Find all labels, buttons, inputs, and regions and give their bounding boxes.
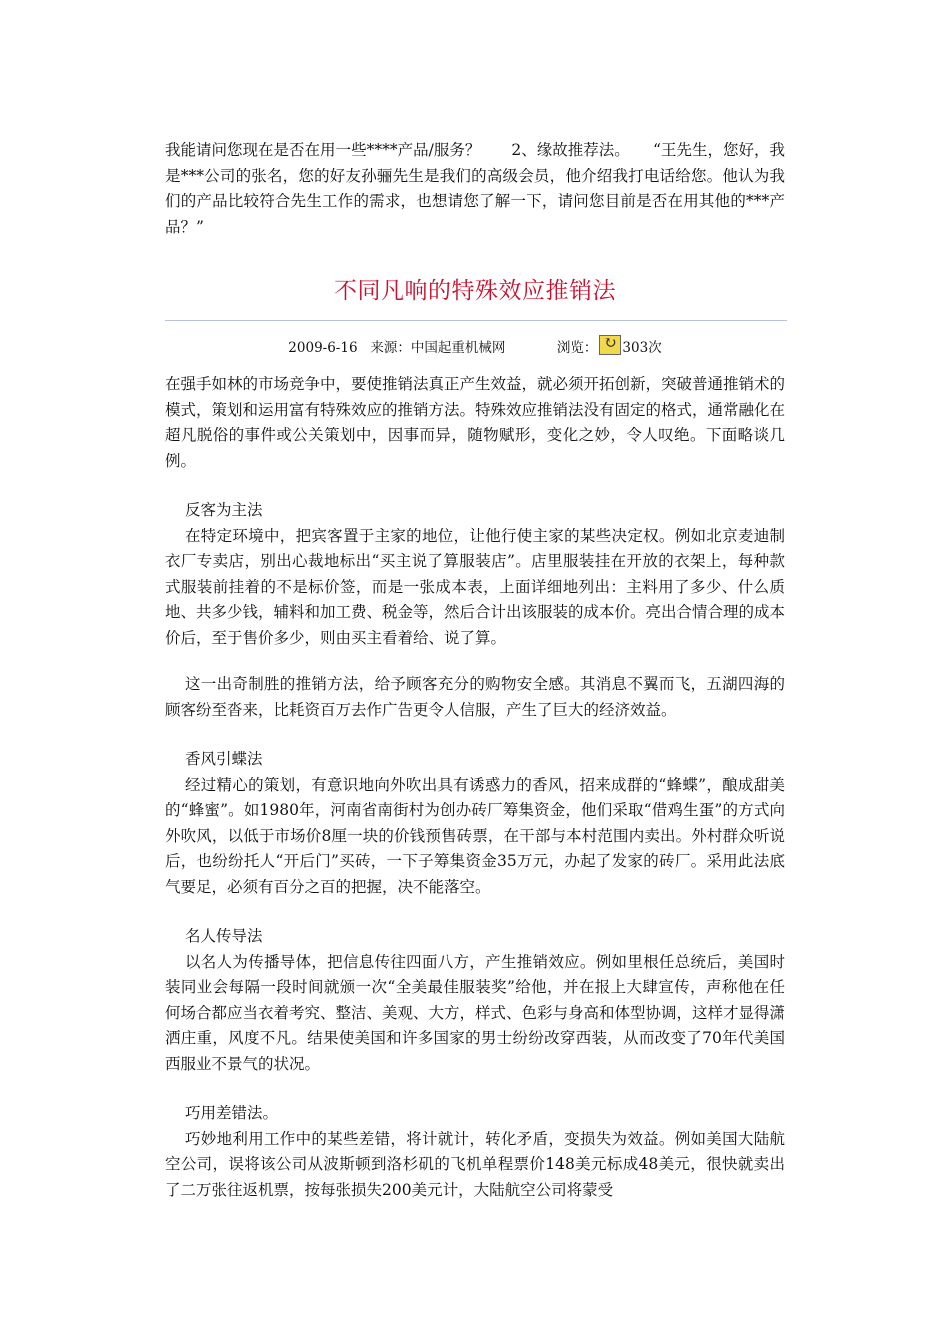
- lead-paragraph: 在强手如林的市场竞争中，要使推销法真正产生效益，就必须开拓创新，突破普通推销术的模式，策划和运用富有特殊效应的推销方法。特殊效应推销法没有固定的格式，通常融化在超凡脱俗的事件或公关策划中，因事而异，随物赋形，变化之妙，令人叹绝。下面略谈几例。: [165, 375, 786, 470]
- section-paragraph: 以名人为传播导体，把信息传往四面八方，产生推销效应。例如里根任总统后，美国时装同业会每隔一段时间就颁一次“全美最佳服装奖”给他，并在报上大肆宣传，声称他在任何场合都应当衣着考究、整洁、美观、大方，样式、色彩与身高和体型协调，这样才显得潇洒庄重，风度不凡。结果使美国和许多国家的男士纷纷改穿西装，从而改变了70年代美国西服业不景气的状况。: [165, 952, 786, 1073]
- article-title: 不同凡响的特殊效应推销法: [334, 278, 616, 304]
- section-paragraph: 在特定环境中，把宾客置于主家的地位，让他行使主家的某些决定权。例如北京麦迪制衣厂专卖店，别出心裁地标出“买主说了算服装店”。店里服装挂在开放的衣架上，每种款式服装前挂着的不是标价签，而是一张成本表，上面详细地列出：主料用了多少、什么质地、共多少钱，辅料和加工费、税金等，然后合计出该服装的成本价。亮出合情合理的成本价后，至于售价多少，则由买主看着给、说了算。: [165, 526, 786, 647]
- section-chacuo: [165, 1101, 785, 1203]
- section-heading: 香风引蝶法: [185, 750, 263, 768]
- intro-paragraph: 我能请问您现在是否在用一些****产品/服务？ 2、缘故推荐法。 “王先生，您好，我是***公司的张名，您的好友孙骊先生是我们的高级会员，他介绍我打电话给您。他认为我们的产品比较符合先生工作的需求，也想请您了解一下，请问您目前是否在用其他的***产品？”: [165, 141, 785, 236]
- section-fanke: [165, 498, 785, 723]
- section-paragraph: 经过精心的策划，有意识地向外吹出具有诱惑力的香风，招来成群的“蜂蝶”，酿成甜美的“蜂蜜”。如1980年，河南省南街村为创办砖厂筹集资金，他们采取“借鸡生蛋”的方式向外吹风，以低于市场价8厘一块的价钱预售砖票，在干部与本村范围内卖出。外村群众听说后，也纷纷托人“开后门”买砖，一下子筹集资金35万元，办起了发家的砖厂。采用此法底气要足，必须有百分之百的把握，决不能落空。: [165, 775, 785, 896]
- section-paragraph: 巧妙地利用工作中的某些差错，将计就计，转化矛盾，变损失为效益。例如美国大陆航空公司，误将该公司从波斯顿到洛杉矶的飞机单程票价148美元标成48美元，很快就卖出了二万张往返机票，按每张损失200美元计，大陆航空公司将蒙受: [165, 1129, 785, 1199]
- views-label: 浏览：: [556, 340, 598, 356]
- section-heading: 巧用差错法。: [185, 1104, 279, 1122]
- section-heading: 名人传导法: [185, 927, 263, 945]
- section-heading: 反客为主法: [185, 501, 263, 519]
- article-source: 来源：中国起重机械网: [370, 340, 506, 356]
- section-mingren: [165, 924, 785, 1077]
- document-page: [165, 138, 785, 1203]
- views-unit: 次: [648, 340, 662, 356]
- views-count: 303: [622, 340, 649, 356]
- title-divider: [165, 320, 787, 321]
- section-paragraph: 这一出奇制胜的推销方法，给予顾客充分的购物安全感。其消息不翼而飞，五湖四海的顾客纷至沓来，比耗资百万去作广告更令人信服，产生了巨大的经济效益。: [165, 675, 785, 719]
- article-date: 2009-6-16: [288, 340, 358, 356]
- section-xiangfeng: [165, 747, 785, 900]
- article-meta: [165, 335, 785, 358]
- refresh-icon: [599, 335, 621, 355]
